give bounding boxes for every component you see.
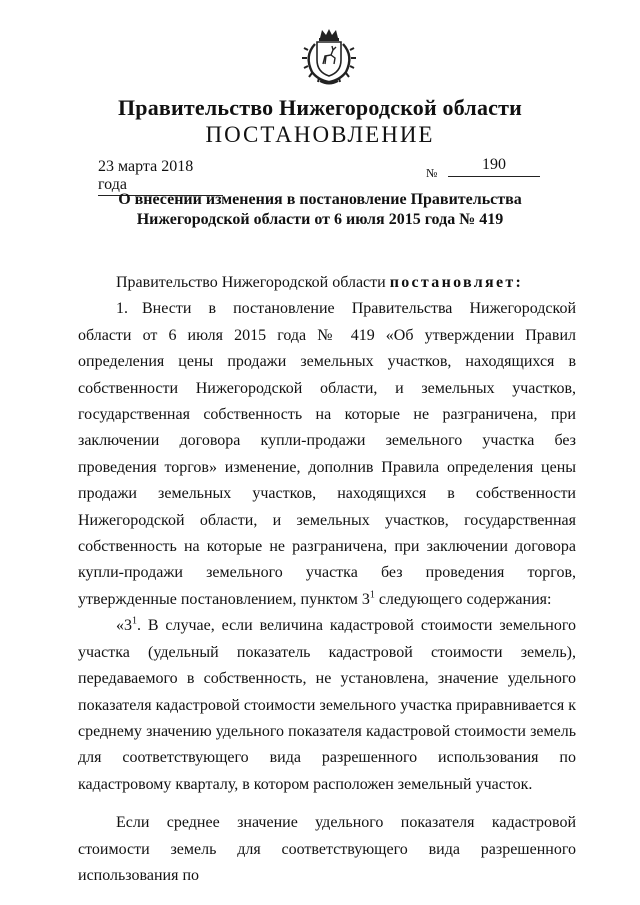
paragraph-2: Если среднее значение удельного показателя кадастровой стоимости земель для соответствующего вида разрешенного использования по: [78, 814, 576, 884]
item-1-number: 1.: [116, 300, 128, 318]
document-date: 23 марта 2018 года: [98, 158, 223, 196]
document-body: [78, 270, 576, 889]
coat-of-arms-emblem: [298, 28, 360, 86]
document-number: 190: [448, 156, 540, 177]
item-1-text: Внести в постановление Правительства Нижегородской области от 6 июля 2015 года № 419 «Об утверждении Правил определения цены продажи земельных участков, находящихся в собственности Нижегородской области, и земельных участков, государственная собственность на которые не разграничена, при заключении договора купли-продажи земельного участка без проведения торгов» изменение, дополнив Правила определения цены продажи земельных участков, находящихся в собственности Нижегородской области, и земельных участков, государственная собственность на которые не разграничена, при заключении договора купли-продажи земельного участка без проведения торгов, утвержденные постановлением, пунктом 3: [78, 300, 576, 608]
document-type: ПОСТАНОВЛЕНИЕ: [205, 122, 435, 147]
title-line-2: Нижегородской области от 6 июля 2015 года № 419: [136, 211, 504, 228]
preamble: [78, 270, 576, 296]
number-sign: №: [426, 166, 438, 180]
quoted-clause: [78, 613, 576, 798]
quoted-clause-number: «3: [116, 617, 132, 635]
preamble-text: Правительство Нижегородской области: [116, 274, 390, 291]
item-1: [78, 296, 576, 613]
preamble-resolves: постановляет:: [389, 274, 524, 291]
government-name: Правительство Нижегородской области: [117, 95, 522, 120]
item-1-text-end: следующего содержания:: [374, 590, 552, 608]
title-line-1: О внесении изменения в постановление Правительства: [118, 191, 522, 208]
paragraph-gap: [78, 798, 576, 810]
item-1-superscript: 1: [369, 589, 375, 601]
quoted-clause-text: . В случае, если величина кадастровой стоимости земельного участка (удельный показатель кадастровой стоимости земель), передаваемого в собственность, не установлена, значение удельного показателя кадастровой стоимости земельного участка приравнивается к среднему значению удельного показателя кадастровой стоимости земель для соответствующего вида разрешенного использования по кадастровому кварталу, в котором расположен земельный участок.: [78, 617, 576, 793]
document-title: [100, 190, 540, 230]
quoted-clause-superscript: 1: [132, 615, 137, 627]
